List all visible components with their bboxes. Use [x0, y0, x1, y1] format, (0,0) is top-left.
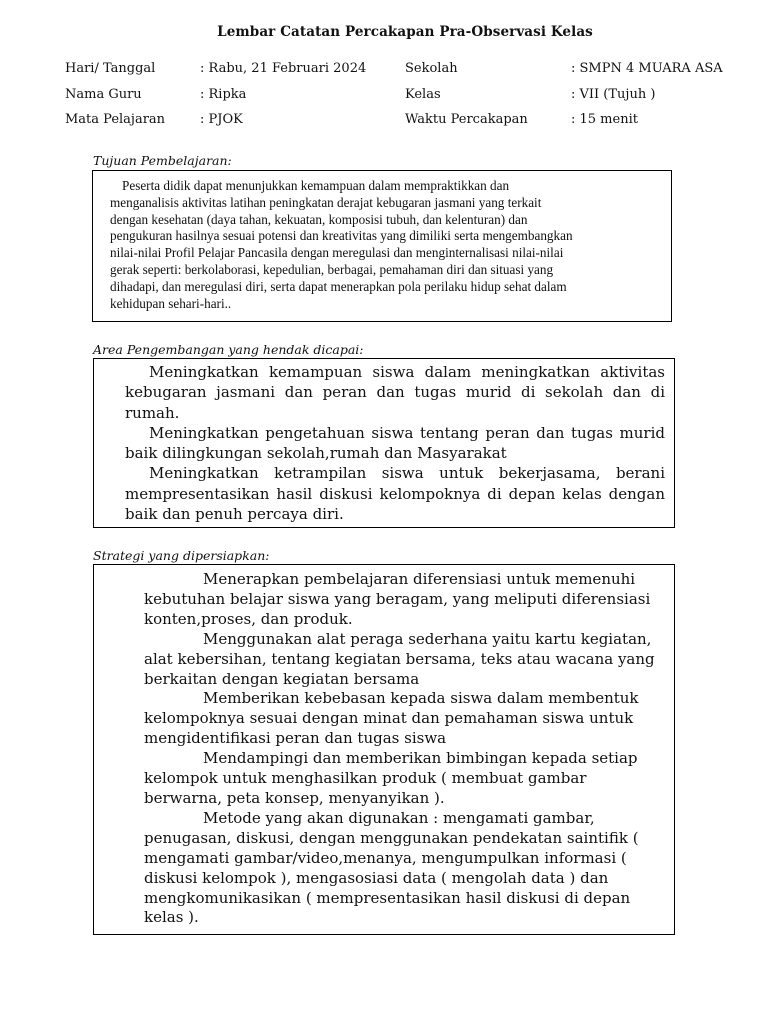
tujuan-line: nilai-nilai Profil Pelajar Pancasila dengan meregulasi dan menginternalisasi nilai-nilai [110, 245, 564, 261]
info-label-sekolah: Sekolah [405, 61, 458, 76]
info-value-kelas: : VII (Tujuh ) [571, 87, 656, 102]
info-label-waktu-percakapan: Waktu Percakapan [405, 112, 528, 127]
strategi-paragraph: Memberikan kebebasan kepada siswa dalam membentuk kelompoknya sesuai dengan minat dan pemahaman siswa untuk mengidentifikasi peran dan tugas siswa [144, 689, 639, 748]
info-label-nama-guru: Nama Guru [65, 87, 142, 102]
strategi-paragraph: Metode yang akan digunakan : mengamati gambar, penugasan, diskusi, dengan menggunakan pendekatan saintifik ( mengamati gambar/video,menanya, mengumpulkan informasi ( diskusi kelompok ), mengasosiasi data ( mengolah data ) dan mengkomunikasikan ( mempresentasikan hasil diskusi di depan kelas ). [144, 808, 639, 927]
info-value-nama-guru: : Ripka [200, 87, 247, 102]
tujuan-line: kehidupan sehari-hari.. [110, 295, 232, 311]
tujuan-line: gerak seperti: berkolaborasi, kepedulian, berbagai, pemahaman diri dan situasi yang [110, 261, 554, 277]
tujuan-line: dihadapi, dan meregulasi diri, serta dapat menerapkan pola perilaku hidup sehat dalam [110, 278, 567, 294]
tujuan-line: Peserta didik dapat menunjukkan kemampuan dalam mempraktikkan dan [122, 178, 510, 193]
area-paragraph: Meningkatkan ketrampilan siswa untuk bekerjasama, berani mempresentasikan hasil diskusi kelompoknya di depan kelas dengan baik dan penuh percaya diri. [125, 464, 665, 524]
area-label: Area Pengembangan yang hendak dicapai: [93, 342, 364, 357]
tujuan-line: dengan kesehatan (daya tahan, kekuatan, komposisi tubuh, dan kelenturan) dan [110, 211, 528, 227]
tujuan-box [92, 170, 672, 322]
strategi-label: Strategi yang dipersiapkan: [93, 548, 270, 563]
document-title: Lembar Catatan Percakapan Pra-Observasi Kelas [217, 24, 593, 40]
info-value-waktu-percakapan: : 15 menit [571, 112, 638, 127]
strategi-box [93, 564, 675, 935]
info-label-hari-tanggal: Hari/ Tanggal [65, 61, 156, 76]
strategi-paragraph: Mendampingi dan memberikan bimbingan kepada setiap kelompok untuk menghasilkan produk ( membuat gambar berwarna, peta konsep, menyanyikan ). [144, 749, 638, 807]
strategi-paragraph: Menggunakan alat peraga sederhana yaitu kartu kegiatan, alat kebersihan, tentang kegiatan bersama, teks atau wacana yang berkaitan dengan kegiatan bersama [144, 629, 655, 688]
area-box [93, 358, 675, 528]
tujuan-line: menganalisis aktivitas latihan peningkatan derajat kebugaran jasmani yang terkait [110, 194, 542, 210]
area-paragraph: Meningkatkan pengetahuan siswa tentang peran dan tugas murid baik dilingkungan sekolah,rumah dan Masyarakat [125, 423, 665, 463]
tujuan-label: Tujuan Pembelajaran: [93, 153, 232, 168]
info-value-sekolah: : SMPN 4 MUARA ASA [571, 61, 723, 76]
area-paragraph: Meningkatkan kemampuan siswa dalam meningkatkan aktivitas kebugaran jasmani dan peran dan tugas murid di sekolah dan di rumah. [125, 363, 665, 422]
strategi-paragraph: Menerapkan pembelajaran diferensiasi untuk memenuhi kebutuhan belajar siswa yang beragam, yang meliputi diferensiasi konten,proses, dan produk. [144, 570, 651, 628]
info-label-kelas: Kelas [405, 87, 441, 102]
info-value-hari-tanggal: : Rabu, 21 Februari 2024 [200, 61, 367, 76]
info-label-mata-pelajaran: Mata Pelajaran [65, 112, 166, 127]
info-value-mata-pelajaran: : PJOK [200, 112, 243, 127]
tujuan-line: pengukuran hasilnya sesuai potensi dan kreativitas yang dimiliki serta mengembangkan [110, 228, 573, 244]
